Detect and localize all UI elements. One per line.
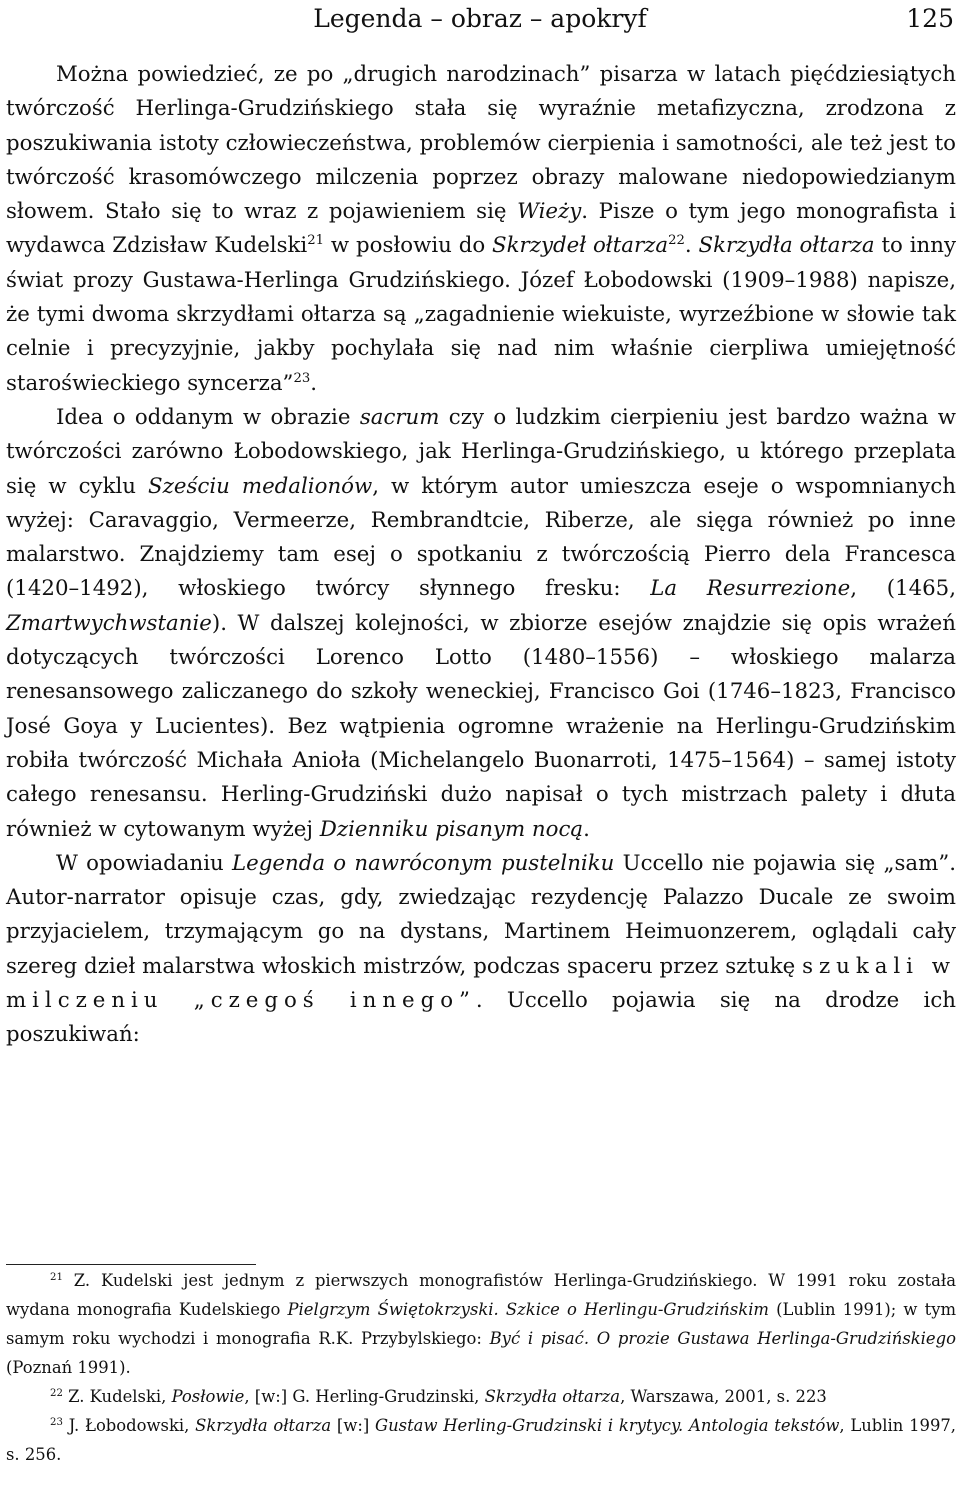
text-run: (Lublin 1991); w tym samym roku wychodzi i monografia R.K. Przybylskiego: bbox=[6, 1300, 957, 1348]
text-run: , [w:] G. Herling-Grudzinski, bbox=[244, 1387, 485, 1406]
title-italic: Sześciu medalionów bbox=[148, 473, 373, 499]
text-run: , Warszawa, 2001, s. 223 bbox=[620, 1387, 827, 1406]
text-run: J. Łobodowski, bbox=[62, 1416, 196, 1435]
title-italic: Skrzydła ołtarza bbox=[195, 1416, 332, 1435]
text-run: Z. Kudelski, bbox=[62, 1387, 172, 1406]
footnote-number: 23 bbox=[50, 1416, 63, 1428]
footnote-21 bbox=[6, 1266, 956, 1382]
title-italic: Skrzydła ołtarza bbox=[484, 1387, 621, 1406]
footnote-separator bbox=[6, 1264, 256, 1265]
text-run: to inny świat prozy Gustawa-Herlinga Grudzińskiego. Józef Łobodowski (1909–1988) napisze, że tymi dwoma skrzydłami ołtarza są „zagadnienie wiekuiste, wyrzeźbione w słowie tak celnie i precyzyjnie, jakby pochylała się nad nim właśnie cierpliwa umiejętność staroświeckiego syncerza” bbox=[6, 233, 956, 396]
text-run: . bbox=[684, 233, 699, 259]
title-italic: Dzienniku pisanym nocą bbox=[319, 816, 584, 842]
text-run: , w którym autor umieszcza eseje o wspomnianych wyżej: Caravaggio, Vermeerze, Rembrandtcie, Riberze, ale sięga również po inne malarstwo. Znajdziemy tam esej o spotkaniu z twórczością Pierro dela Francesca (1420–1492), włoskiego twórcy słynnego fresku: bbox=[6, 473, 956, 602]
text-run: . Pisze o tym jego monografista i wydawca Zdzisław Kudelski bbox=[6, 199, 956, 259]
title-italic: Pielgrzym Świętokrzyski. Szkice o Herlingu-Grudzińskim bbox=[287, 1300, 769, 1319]
text-run: W opowiadaniu bbox=[56, 850, 232, 876]
text-run: , (1465, bbox=[850, 576, 956, 602]
text-run: czy o ludzkim cierpieniu jest bardzo ważna w twórczości zarówno Łobodowskiego, jak Herlinga-Grudzińskiego, u którego przeplata się w cyklu bbox=[6, 404, 956, 499]
text-run: Idea o oddanym w obrazie bbox=[56, 404, 360, 430]
title-italic: La Resurrezione bbox=[650, 576, 851, 602]
title-italic: Wieży bbox=[517, 199, 582, 225]
paragraph-2 bbox=[6, 401, 956, 847]
text-run: , Lublin 1997, s. 256. bbox=[6, 1416, 957, 1464]
text-run: . Uccello pojawia się na drodze ich poszukiwań: bbox=[6, 988, 957, 1048]
running-title: Legenda – obraz – apokryf bbox=[313, 4, 647, 33]
text-run: . bbox=[310, 370, 317, 396]
spaced-emphasis: szukali w milczeniu „czegoś innego” bbox=[6, 953, 956, 1014]
footnote-ref-22: 22 bbox=[668, 233, 685, 249]
running-header bbox=[0, 4, 960, 34]
footnote-number: 22 bbox=[50, 1387, 63, 1399]
footnote-22 bbox=[6, 1382, 956, 1411]
page-number: 125 bbox=[906, 4, 954, 33]
text-run: [w:] bbox=[331, 1416, 376, 1435]
paragraph-3 bbox=[6, 847, 956, 1053]
footnote-ref-21: 21 bbox=[307, 233, 325, 249]
text-run: . bbox=[583, 816, 590, 842]
footnote-23 bbox=[6, 1411, 956, 1469]
title-italic: Posłowie bbox=[171, 1387, 245, 1406]
text-run: Uccello nie pojawia się „sam”. Autor-narrator opisuje czas, gdy, zwiedzając rezydencję Palazzo Ducale ze swoim przyjacielem, trzymającym go na dystans, Martinem Heimuonzerem, oglądali cały szereg dzieł malarstwa włoskich mistrzów, podczas spaceru przez sztukę bbox=[6, 850, 956, 979]
paragraph-1 bbox=[6, 58, 956, 401]
term-italic: sacrum bbox=[359, 404, 440, 430]
text-run: Z. Kudelski jest jednym z pierwszych monografistów Herlinga-Grudzińskiego. W 1991 roku została wydana monografia Kudelskiego bbox=[6, 1271, 956, 1319]
title-italic: Być i pisać. O prozie Gustawa Herlinga-Grudzińskiego bbox=[489, 1329, 956, 1348]
title-italic: Gustaw Herling-Grudzinski i krytycy. Antologia tekstów bbox=[375, 1416, 840, 1435]
text-run: w posłowiu do bbox=[324, 233, 493, 259]
title-italic: Zmartwychwstanie bbox=[6, 610, 212, 636]
footnote-ref-23: 23 bbox=[293, 370, 311, 386]
title-italic: Skrzydła ołtarza bbox=[698, 233, 875, 259]
title-italic: Legenda o nawróconym pustelniku bbox=[232, 850, 615, 876]
text-run: Można powiedzieć, ze po „drugich narodzinach” pisarza w latach pięćdziesiątych twórczość Herlinga-Grudzińskiego stała się wyraźnie metafizyczna, zrodzona z poszukiwania istoty człowieczeństwa, problemów cierpienia i samotności, ale też jest to twórczość krasomówczego milczenia poprzez obrazy malowane niedopowiedzianym słowem. Stało się to wraz z pojawieniem się bbox=[6, 62, 956, 225]
footnotes bbox=[6, 1266, 956, 1469]
title-italic: Skrzydeł ołtarza bbox=[492, 233, 669, 259]
main-text bbox=[6, 58, 956, 1053]
text-run: ). W dalszej kolejności, w zbiorze esejów znajdzie się opis wrażeń dotyczących twórczości Lorenco Lotto (1480–1556) – włoskiego malarza renesansowego zaliczanego do szkoły weneckiej, Francisco Goi (1746–1823, Francisco José Goya y Lucientes). Bez wątpienia ogromne wrażenie na Herlingu-Grudzińskim robiła twórczość Michała Anioła (Michelangelo Buonarroti, 1475–1564) – samej istoty całego renesansu. Herling-Grudziński dużo napisał o tych mistrzach palety i dłuta również w cytowanym wyżej bbox=[6, 610, 956, 842]
text-run: (Poznań 1991). bbox=[6, 1358, 131, 1377]
footnote-number: 21 bbox=[50, 1271, 63, 1283]
